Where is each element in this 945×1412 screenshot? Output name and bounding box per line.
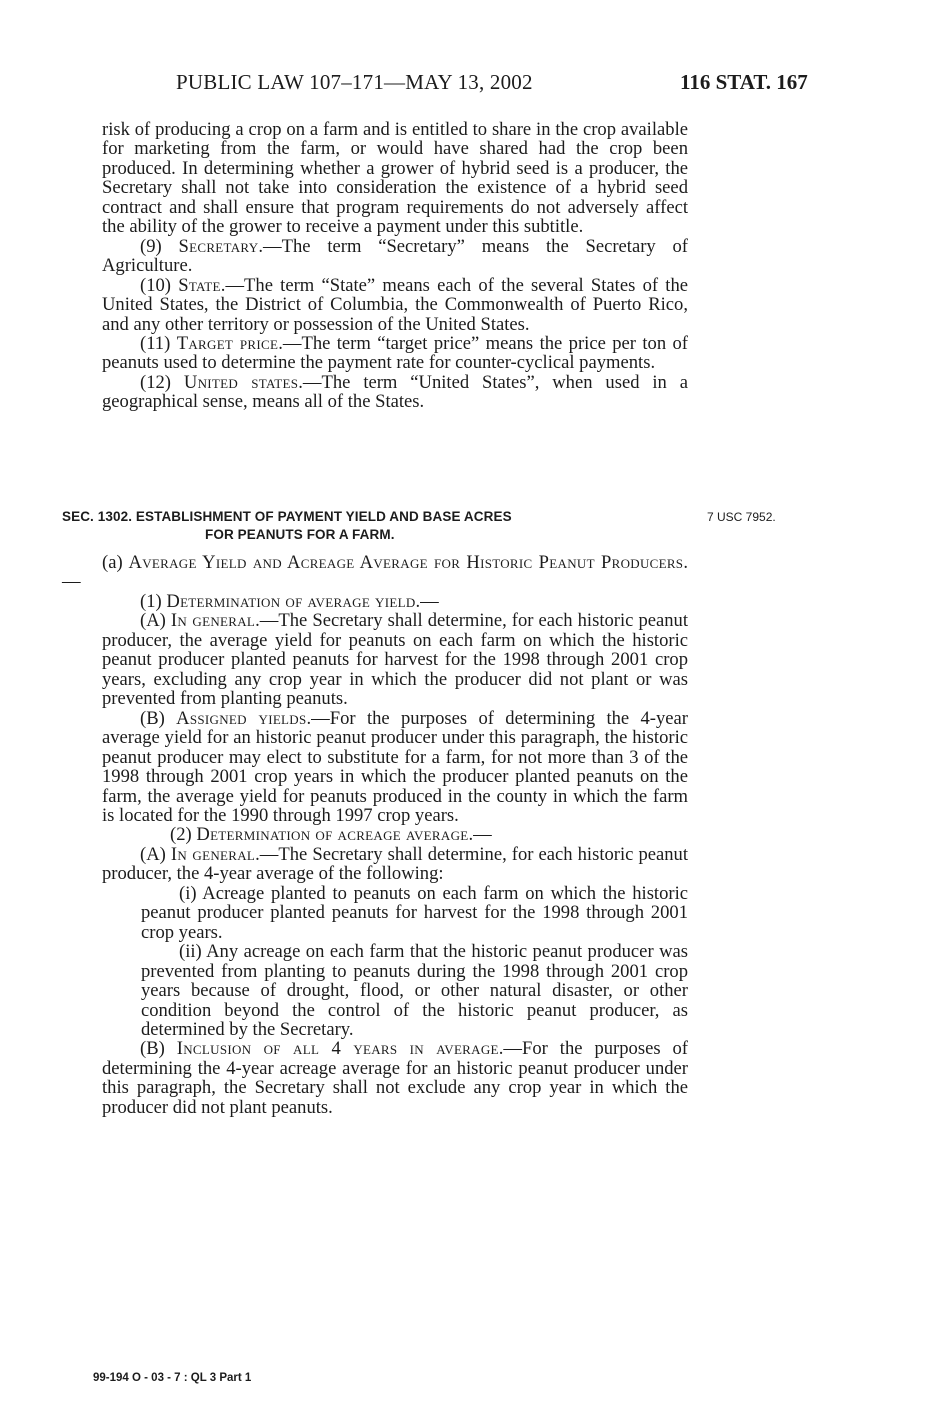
subsection-a-heading: (a) Average Yield and Acreage Average for Historic Peanut Producers.— (62, 552, 688, 593)
paragraph-1A: (A) In general.—The Secretary shall determine, for each historic peanut producer, the average yield for peanuts on each farm on which the historic peanut producer planted peanuts for harvest for the 1998 through 2001 crop years, excluding any crop year in which the producer did not plant or was prevented from planting peanuts. (102, 610, 689, 710)
clause-2A-ii: (ii) Any acreage on each farm that the historic peanut producer was prevented from planting to peanuts during the 1998 through 2001 crop years because of drought, flood, or other natural disaster, or other condition beyond the control of the historic peanut producer, as determined by the Secretary. (141, 941, 688, 1040)
definition-target-price: (11) Target price.—The term “target price” means the price per ton of peanuts used to determine the payment rate for counter-cyclical payments. (102, 332, 688, 374)
section-heading-line-1: SEC. 1302. ESTABLISHMENT OF PAYMENT YIELD AND BASE ACRES (62, 509, 512, 524)
section-heading-line-2: FOR PEANUTS FOR A FARM. (205, 527, 395, 542)
term-target-price: Target price (176, 332, 279, 354)
definition-secretary: (9) Secretary.—The term “Secretary” means the Secretary of Agriculture. (102, 235, 688, 277)
definitions-continued (102, 120, 688, 412)
paragraph-producer-continued: risk of producing a crop on a farm and is entitled to share in the crop available for marketing from the farm, or would have shared had the crop been produced. In determining whether a grower of hybrid seed is a producer, the Secretary shall not take into consideration the existence of a hybrid seed contract and shall ensure that program requirements do not adversely affect the ability of the grower to receive a payment under this subtitle. (102, 119, 688, 238)
paragraph-2B: (B) Inclusion of all 4 years in average.—For the purposes of determining the 4-year acreage average for an historic peanut producer under this paragraph, the Secretary shall not exclude any crop year in which the producer did not plant peanuts. (102, 1038, 688, 1118)
printing-job-code: 99-194 O - 03 - 7 : QL 3 Part 1 (93, 1372, 252, 1384)
definition-state: (10) State.—The term “State” means each of the several States of the United States, the District of Columbia, the Commonwealth of Puerto Rico, and any other territory or possession of the United States. (102, 274, 688, 335)
term-state: State (178, 274, 221, 296)
statute-page-number: 116 STAT. 167 (680, 70, 808, 94)
running-header-title: PUBLIC LAW 107–171—MAY 13, 2002 (176, 70, 533, 94)
subsection-a-term: Average Yield and Acreage Average for Historic Peanut Producers (128, 552, 684, 573)
usc-margin-note: 7 USC 7952. (707, 510, 776, 524)
term-secretary: Secretary (178, 235, 259, 257)
paragraph-1B: (B) Assigned yields.—For the purposes of determining the 4-year average yield for an historic peanut producer under this paragraph, the historic peanut producer may elect to substitute for a farm, for not more than 3 of the 1998 through 2001 crop years in which the producer planted peanuts on the farm, the average yield for peanuts produced in the county in which the farm is located for the 1990 through 1997 crop years. (102, 707, 688, 826)
clause-2A-i: (i) Acreage planted to peanuts on each farm on which the historic peanut producer planted peanuts for harvest for the 1998 through 2001 crop years. (141, 882, 688, 943)
paragraph-1-heading: (1) Determination of average yield.— (140, 591, 439, 612)
paragraph-2-heading: (2) Determination of acreage average.— (170, 824, 492, 846)
subsection-a-provisions (62, 592, 688, 1117)
definition-united-states: (12) United states.—The term “United States”, when used in a geographical sense, means all of the States. (102, 371, 688, 413)
section-heading (62, 508, 690, 544)
paragraph-2A: (A) In general.—The Secretary shall determine, for each historic peanut producer, the 4-year average of the following: (102, 843, 689, 885)
term-united-states: United states (183, 371, 299, 393)
